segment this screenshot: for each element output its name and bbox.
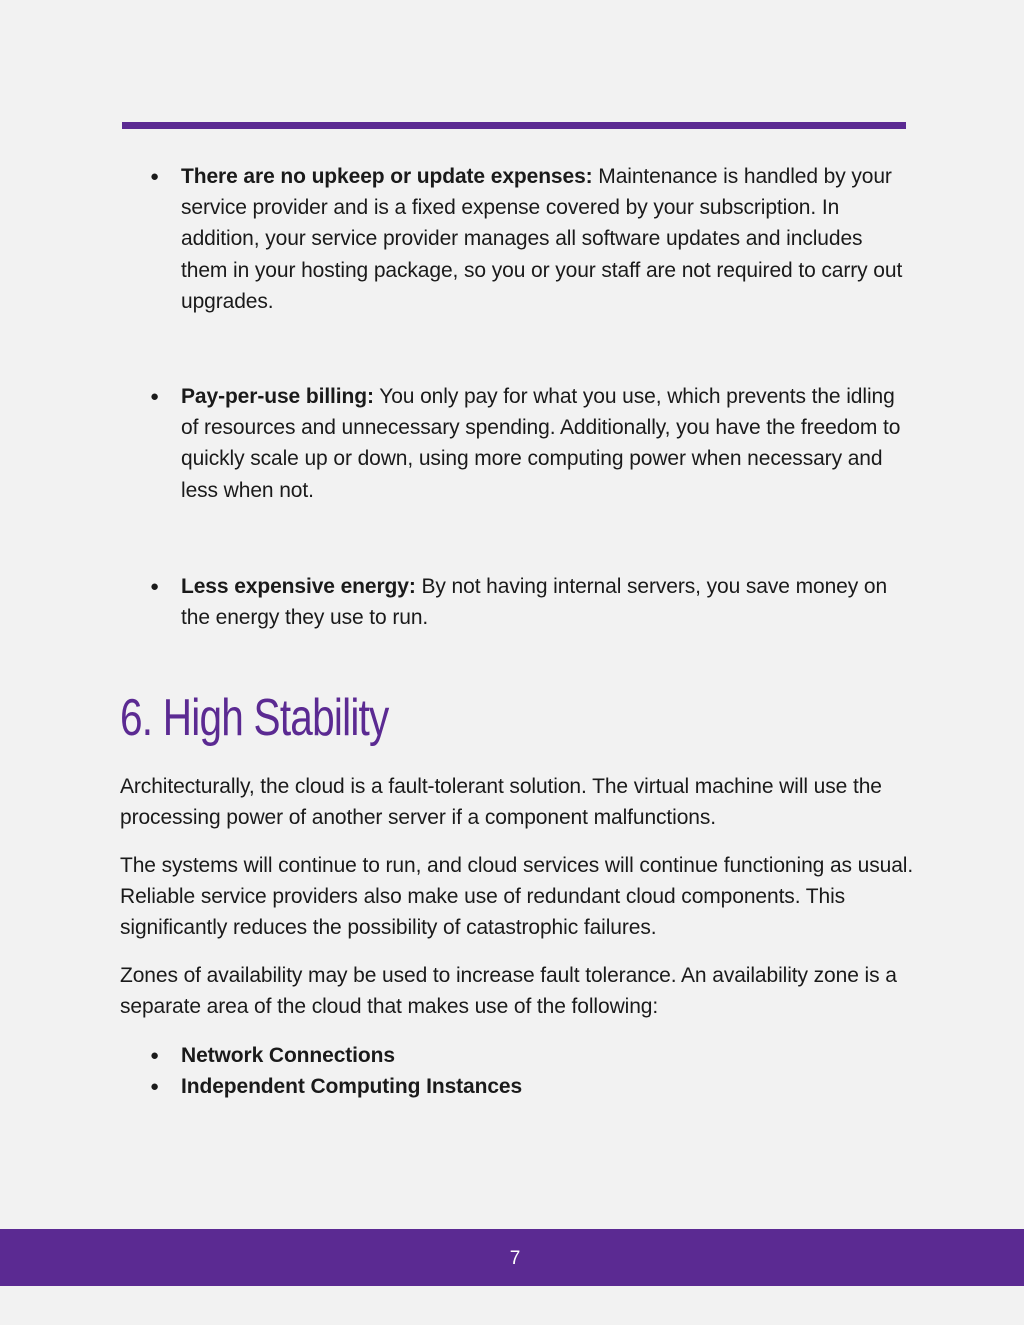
bullet-term: Pay-per-use billing: [181, 385, 374, 408]
list-item [120, 1040, 910, 1071]
list-item [120, 1071, 910, 1102]
paragraph: Zones of availability may be used to increase fault tolerance. An availability zone is a separate area of the cloud that makes use of the following: [120, 964, 897, 1019]
bullet-icon: ● [150, 578, 159, 595]
bullet-term: There are no upkeep or update expenses: [181, 165, 593, 188]
footer-bar [0, 1229, 1024, 1286]
bullet-list [120, 571, 910, 633]
top-divider [122, 122, 906, 129]
section-heading: 6. High Stability [120, 689, 389, 747]
list-item-label: Independent Computing Instances [181, 1075, 523, 1099]
list-item-label: Network Connections [181, 1044, 395, 1067]
paragraph: Architecturally, the cloud is a fault-tolerant solution. The virtual machine will use the processing power of another server if a component malfunctions. [120, 775, 882, 830]
bullet-text: You only pay for what you use, which prevents the idling of resources and unnecessary spending. Additionally, you have the freedom to quickly scale up or down, using more computing power when necessary and less when not. [181, 385, 901, 502]
bullet-icon: ● [150, 1047, 159, 1064]
paragraph: The systems will continue to run, and cloud services will continue functioning as usual. Reliable service providers also make use of redundant cloud components. This significantly reduces the possibility of catastrophic failures. [120, 854, 914, 940]
bullet-text: By not having internal servers, you save money on the energy they use to run. [181, 575, 888, 630]
bullet-text: Maintenance is handled by your service provider and is a fixed expense covered by your subscription. In addition, your service provider manages all software updates and includes them in your hosting package, so you or your staff are not required to carry out upgrades. [181, 165, 903, 313]
bullet-icon: ● [150, 1078, 159, 1096]
availability-zone-list [120, 1040, 910, 1102]
bullet-list [120, 381, 910, 506]
bullet-icon: ● [150, 388, 159, 405]
bullet-icon: ● [150, 168, 159, 185]
page-number: 7 [509, 1248, 521, 1269]
list-item [120, 571, 910, 633]
bullet-list [120, 161, 910, 317]
list-item [120, 381, 910, 506]
bullet-term: Less expensive energy: [181, 575, 416, 598]
list-item [120, 161, 910, 317]
